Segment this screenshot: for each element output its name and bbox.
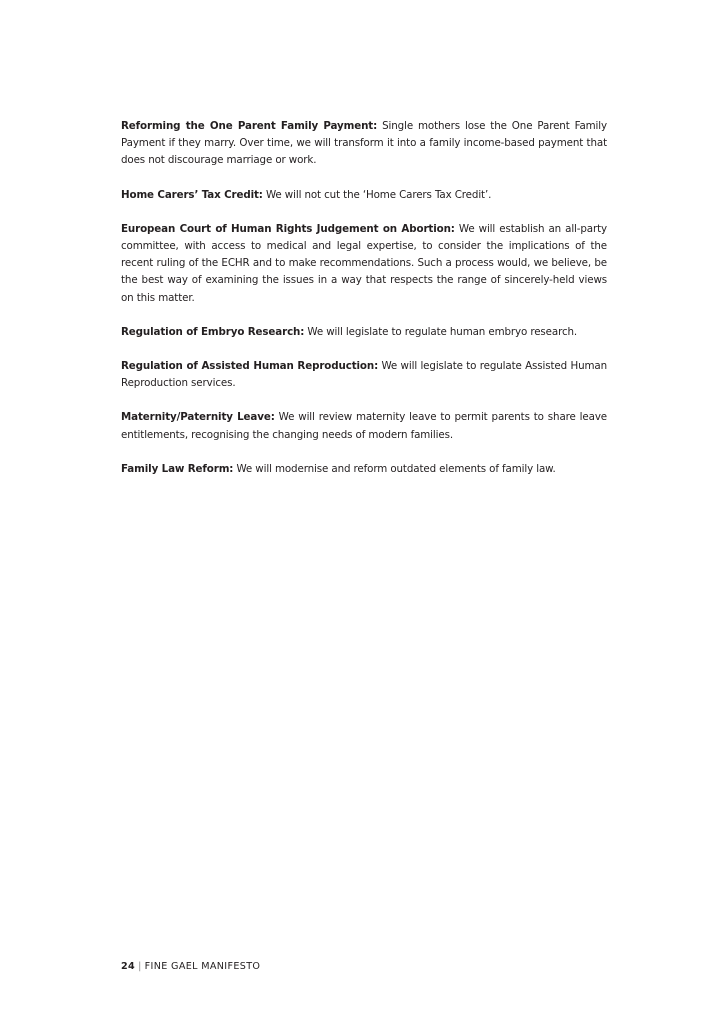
footer-title: FINE GAEL MANIFESTO <box>144 961 261 972</box>
paragraph-assisted-human-reproduction <box>121 358 607 392</box>
paragraph-maternity-paternity-leave <box>121 409 607 443</box>
paragraph-one-parent-family-payment <box>121 118 607 170</box>
paragraph-heading: Family Law Reform: <box>121 462 234 475</box>
paragraph-echr-abortion <box>121 221 607 307</box>
paragraph-home-carers-tax-credit <box>121 187 607 204</box>
paragraph-heading: Reforming the One Parent Family Payment: <box>121 120 378 132</box>
document-body <box>121 118 607 495</box>
paragraph-embryo-research <box>121 324 607 341</box>
footer-separator: | <box>138 961 142 972</box>
paragraph-text: We will legislate to regulate human embryo research. <box>307 325 578 338</box>
paragraph-heading: Maternity/Paternity Leave: <box>121 411 275 424</box>
paragraph-text: We will legislate to regulate Assisted Human Reproduction services. <box>121 360 607 390</box>
paragraph-text: We will establish an all-party committee, with access to medical and legal expertise, to consider the implications of the recent ruling of the ECHR and to make recommendations. Such a process would, we believe, be the best way of examining the issues in a way that respects the range of sincerely-held views on this matter. <box>121 222 608 304</box>
paragraph-family-law-reform <box>121 461 607 478</box>
page-footer <box>121 961 260 972</box>
paragraph-heading: European Court of Human Rights Judgement on Abortion: <box>121 222 455 235</box>
page-number: 24 <box>121 961 136 972</box>
paragraph-heading: Home Carers’ Tax Credit: <box>121 188 263 201</box>
paragraph-heading: Regulation of Assisted Human Reproduction: <box>121 360 379 373</box>
paragraph-text: We will modernise and reform outdated elements of family law. <box>236 462 556 475</box>
paragraph-text: Single mothers lose the One Parent Family Payment if they marry. Over time, we will transform it into a family income-based payment that does not discourage marriage or work. <box>121 120 607 167</box>
paragraph-heading: Regulation of Embryo Research: <box>121 325 305 338</box>
paragraph-text: We will review maternity leave to permit parents to share leave entitlements, recognising the changing needs of modern families. <box>121 411 608 441</box>
paragraph-text: We will not cut the ‘Home Carers Tax Credit’. <box>265 188 492 201</box>
